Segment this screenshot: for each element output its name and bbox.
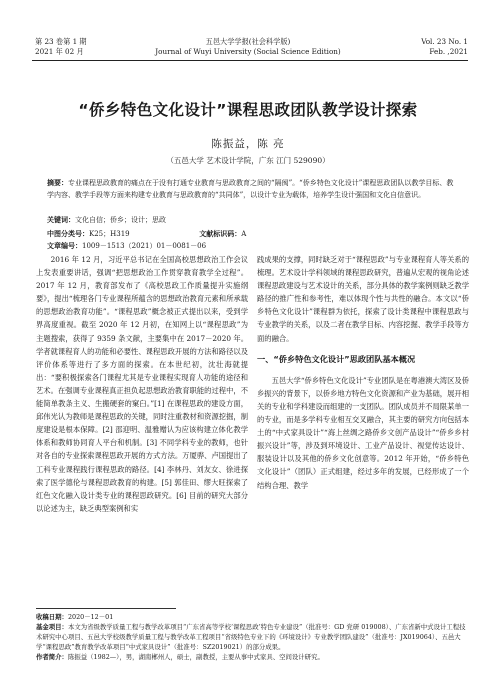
- body-paragraph: 2016 年 12 月，习近平总书记在全国高校思想政治工作会议上发表重要讲话，强调“把思想政治工作贯穿教育教学全过程”。2017 年 12 月，教育部发布了《高校思政工作质量提升实施纲要》，提出“梳理各门专业课程所蕴含的思想政治教育元素和所承载的思想政治教育功能”。“课程思政”概念被正式提出以来，受到学界高度重视。截至 2020 年 12 月初，在知网上以“课程思政”为主题搜索，获得了 9359 条文献，主要集中在 2017－2020 年。学者就课程育人的功能和必要性、课程思政开展的方法和路径以及评价体系等进行了多方面的探索。在本世纪初，沈壮海就提出：“要积极探索各门课程尤其是专业课程实现育人功能的途径和艺术。在强调专业课程真正担负起思想政治教育职能的过程中，不能简单教条主义、生搬硬套的窠臼。”[1] 在课程思政的建设方面，邱伟光认为教师是课程思政的关键，同时注重教材和资源挖掘，制度建设是根本保障。[2] 邵迎明、温雅赠认为应该构建立体化教学体系和教师协同育人平台和机制。[3] 不同学科专业的教师，也针对各自的专业探索课程思政开展的方式方法。万厦骅、卢国提出了工科专业课程践行课程思政的路径。[4] 李林丹、刘友女、徐进探索了医学德伦与课程思政教育的构建。[5] 郭佳田、缪大旺探索了红色文化融入设计类专业的课程思政研究。[6] 目前的研究大部分以论述为主，缺乏典型案例和实: [36, 255, 248, 513]
- abstract: [47, 177, 459, 201]
- body-right-column: [257, 253, 469, 492]
- volume-issue: 第 23 卷第 1 期: [35, 37, 87, 46]
- issue-date-en: Feb. ,2021: [429, 47, 468, 56]
- article-id-label: 文章编号：: [47, 241, 82, 250]
- paper-authors: 陈振益，陈 亮: [211, 138, 285, 150]
- header-divider: [32, 60, 468, 61]
- article-id-value: 1009－1513（2021）01－0081－06: [82, 242, 207, 250]
- footnote-divider: [36, 608, 176, 609]
- issue-date: 2021 年 02 月: [35, 47, 84, 56]
- body-paragraph: 五邑大学“侨乡特色文化设计”专业团队是在粤港澳大湾区及侨乡振兴的背景下，以侨乡地方特色文化资源和产业为基础，展开相关的专业和学科建设而组建的一支团队。团队成员并不局限某单一的专业，而是多学科专业相互交叉融合，其主要的研究方向包括本土的“中式家具设计”“海上丝绸之路侨乡文创产品设计”“侨乡乡村振兴设计”等，涉及到环境设计、工业产品设计、视觉传达设计、服装设计以及其他的侨乡文化创意等。2012 年开始，“侨乡特色文化设计”（团队）正式组建，经过多年的发展，已经形成了一个结构合理、教学: [257, 375, 469, 490]
- journal-name-cn: 五邑大学学报(社会科学版): [205, 37, 291, 46]
- keywords: [47, 214, 459, 226]
- footnote: [36, 608, 468, 662]
- author-bio-label: 作者简介：: [36, 653, 68, 661]
- received-date: 2020－12－01: [67, 613, 114, 621]
- fund-label: 基金项目：: [36, 623, 68, 631]
- body-paragraph-continued: 践成果的支撑，同时缺乏对于“课程思政”与专业课程育人等关系的梳理。艺术设计学科领域的课程思政研究，普遍从宏观的视角论述课程思政建设与艺术设计的关系，部分具体的教学案例则缺乏教学路径的推广性和参考性，难以体现个性与共性的融合。本文以“侨乡特色文化设计”课程群为依托，探索了设计类课程中课程思政与专业教学的关系，以及二者在教学目标、内容挖掘、教学手段等方面的融合。: [257, 255, 469, 343]
- journal-name-en: Journal of Wuyi University (Social Science Edition): [155, 47, 341, 56]
- fund-text: 本文为省级教学质量工程与教学改革项目“广东省高等学校‘课程思政’特色专业建设”（批准号：GD 党研 019008）、广东省新中式设计工程技术研究中心项目、五邑大学校级教学质量工程与教学改革工程项目“省级特色专业下的《环境设计》专业教学团队建设”（批准号：JX019064）、五邑大学“课程思政”教育教学改革项目“中式家具设计”（批准号：SZ2019021）的部分成果。: [36, 623, 466, 651]
- keywords-label: 关键词：: [47, 215, 75, 224]
- doc-code-label: 文献标识码：: [199, 229, 242, 238]
- classification-line: [47, 228, 459, 252]
- body-left-column: [36, 253, 248, 515]
- abstract-text: 专业课程思政教育的痛点在于没有打通专业教育与思政教育之间的“隔阂”。“侨乡特色文化设计”课程思政团队以教学目标、教学内容、教学手段等方面来构建专业教育与思政教育的“共同体”，以设计专业为载体，培养学生设计强国和文化自信意识。: [47, 179, 454, 200]
- doc-code-value: A: [241, 230, 247, 238]
- paper-affiliation: （五邑大学 艺术设计学院，广东 江门 529090）: [166, 156, 330, 165]
- clc-label: 中图分类号：: [47, 229, 89, 238]
- author-bio-text: 陈振益（1982—），男，湖南郴州人，硕士，副教授，主要从事中式家具、空间设计研究。: [67, 653, 324, 661]
- received-label: 收稿日期：: [36, 613, 68, 621]
- header-right: [421, 37, 468, 57]
- volume-issue-en: Vol. 23 No. 1: [421, 37, 468, 46]
- abstract-label: 摘要：: [47, 179, 68, 187]
- paper-title: “侨乡特色文化设计”课程思政团队教学设计探索: [78, 101, 418, 119]
- section-heading: 一、“侨乡特色文化设计”思政团队基本概况: [257, 353, 416, 364]
- keywords-text: 文化自信；侨乡；设计；思政: [75, 216, 166, 224]
- running-header: [0, 0, 496, 56]
- clc-value: K25；H319: [89, 230, 130, 238]
